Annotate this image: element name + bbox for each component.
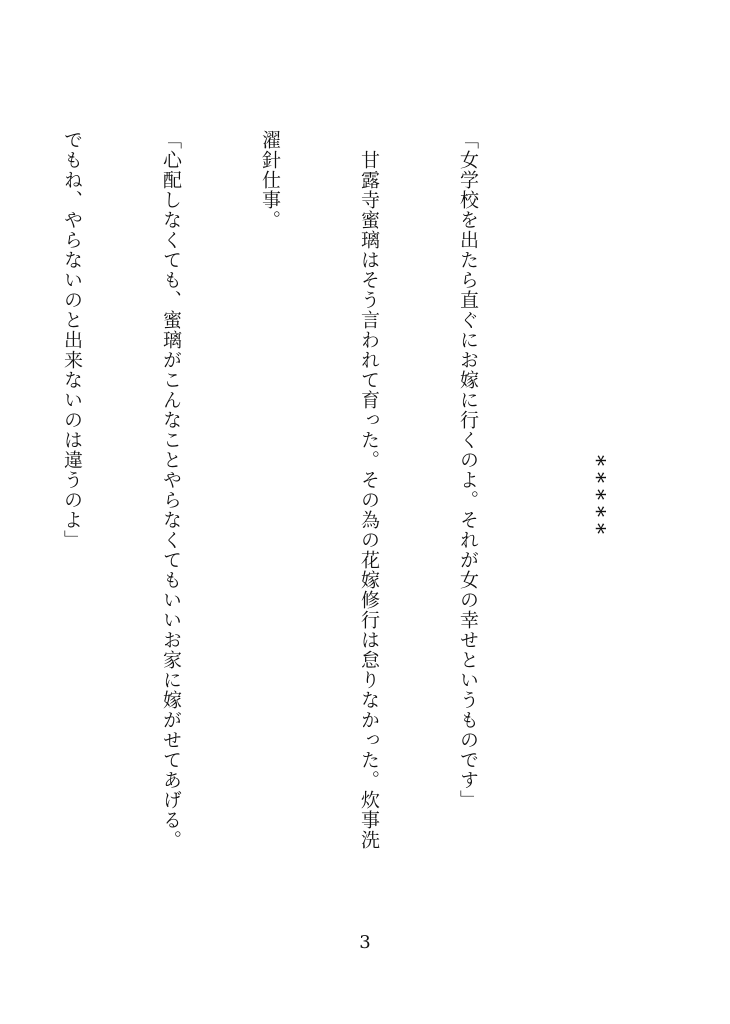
- text-column: 「心配しなくても、蜜璃がこんなことやらなくてもいいお家に嫁がせてあげる。: [160, 130, 182, 850]
- text-column: 甘露寺蜜璃はそう言われて育った。その為の花嫁修行は怠りなかった。炊事洗: [358, 130, 380, 850]
- vertical-text-body: [0, 130, 550, 920]
- text-column: 「女学校を出たら直ぐにお嫁に行くのよ。それが女の幸せというものです」: [457, 130, 479, 810]
- section-separator: *****: [583, 455, 608, 540]
- text-column: 濯針仕事。: [259, 130, 281, 230]
- page-number: 3: [359, 932, 371, 953]
- text-column: でもね、やらないのと出来ないのは違うのよ」: [61, 130, 83, 550]
